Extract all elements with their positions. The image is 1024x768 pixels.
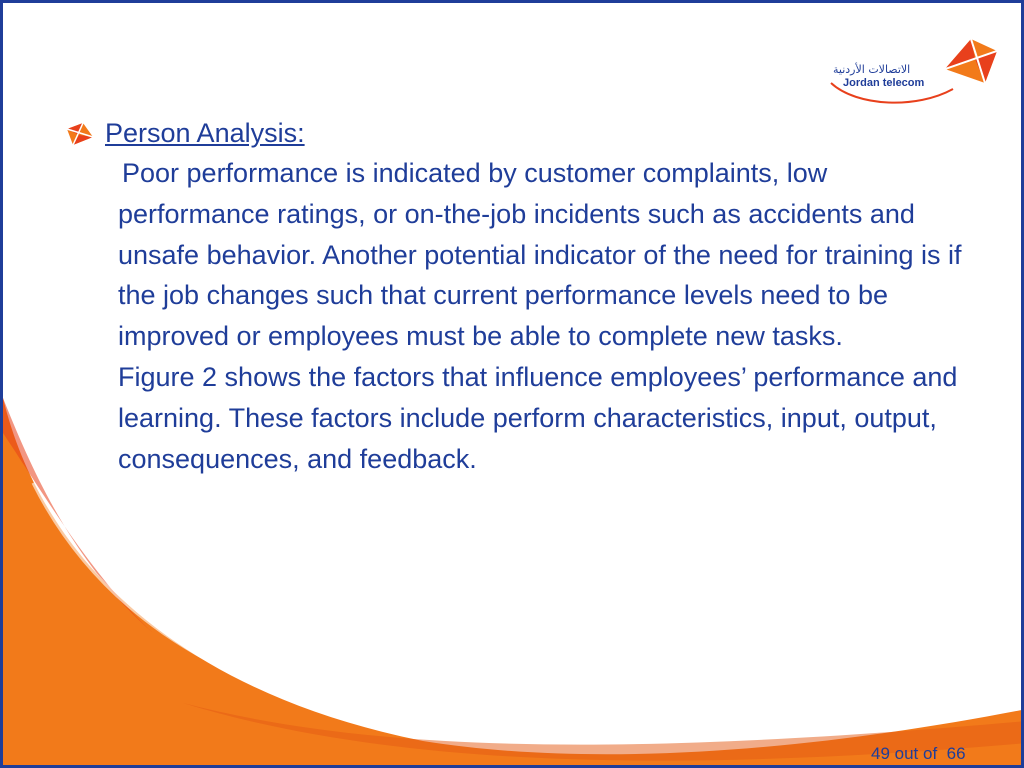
kite-logo-icon — [945, 39, 997, 83]
logo-arc-icon — [827, 79, 957, 109]
kite-bullet-icon — [63, 121, 95, 147]
logo-arabic-text: الاتصالات الأردنية — [833, 63, 911, 76]
bullet-item — [63, 115, 983, 151]
slide-body — [118, 153, 983, 479]
paragraph-1: Poor performance is indicated by customer complaints, low performance ratings, or on-the-job incidents such as accidents and unsafe behavior. Another potential indicator of the need for training is if the job changes such that current performance levels need to be improved or employees must be able to complete new tasks. — [118, 158, 962, 352]
logo-english-text: Jordan telecom — [843, 77, 925, 89]
paragraph-2: Figure 2 shows the factors that influence employees’ performance and learning. These factors include perform characteristics, input, output, consequences, and feedback. — [118, 361, 958, 474]
jordan-telecom-logo — [827, 39, 997, 109]
slide-heading: Person Analysis: — [105, 118, 305, 148]
slide-content — [63, 115, 983, 479]
page-indicator: 49 out of 66 — [871, 744, 966, 763]
